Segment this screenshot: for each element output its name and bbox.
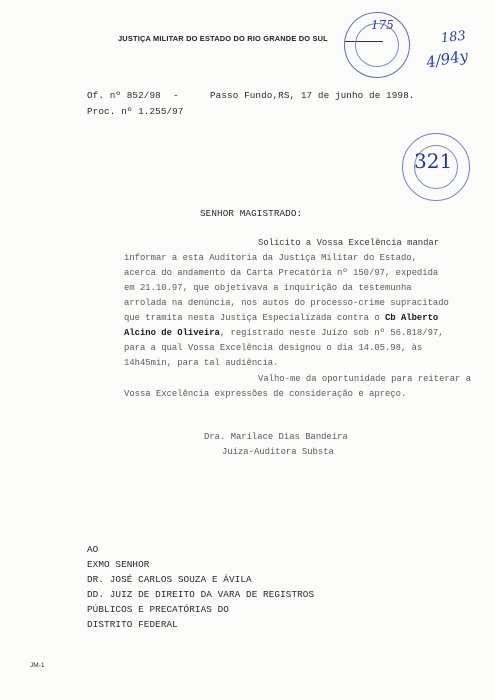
body-line-5: arrolada na denúncia, nos autos do processo-crime supracitado [124,298,449,308]
body-line-4: em 21.10.97, que objetivava a inquirição da testemunha [124,283,412,293]
body-line-6 [124,313,438,323]
handwritten-folio-number: 175 [371,18,394,32]
addressee-line-4: DD. JUIZ DE DIREITO DA VARA DE REGISTROS [87,589,315,600]
body-line-7-text: , registrado neste Juízo sob nº 56.818/97, [219,328,444,338]
defendant-name-last: Alcino de Oliveira [124,328,220,338]
stamp-ring-mark: ····· [361,61,369,69]
salutation: SENHOR MAGISTRADO: [200,208,303,219]
addressee-line-3: DR. JOSÉ CARLOS SOUZA E ÁVILA [87,574,252,585]
addressee-line-6: DISTRITO FEDERAL [87,619,178,630]
handwritten-stamp-number: 321 [414,149,453,173]
process-number: Proc. nº 1.255/97 [87,106,184,117]
body-line-6-text: que tramita nesta Justiça Especializada contra o [124,313,385,323]
form-code: JM-1 [30,662,45,669]
signature-title: Juíza-Auditora Substa [222,447,334,457]
body-line-8: para a qual Vossa Excelência designou o dia 14.05.98, às [124,343,423,353]
defendant-name-first: Cb Alberto [384,313,439,323]
body-line-1: Solicito a Vossa Excelência mandar [258,238,440,248]
addressee-line-2: EXMO SENHOR [87,559,150,570]
addressee-line-1: AO [87,544,99,555]
handwritten-initials: 4/94y [424,46,470,72]
institution-header: JUSTIÇA MILITAR DO ESTADO DO RIO GRANDE DO SUL [118,34,328,43]
body-line-7 [124,328,444,338]
body-line-10: Valho-me da oportunidade para reiterar a [258,374,472,384]
place-and-date: Passo Fundo,RS, 17 de junho de 1998. [210,90,415,101]
office-dash: - [173,90,179,101]
addressee-line-5: PÚBLICOS E PRECATÓRIAS DO [87,604,229,615]
body-line-9: 14h45min, para tal audiência. [124,358,279,368]
signature-name: Dra. Marilace Dias Bandeira [204,432,348,442]
body-line-3: acerca do andamento da Carta Precatória nº 150/97, expedida [124,268,439,278]
body-line-2: informar a esta Auditoria da Justiça Militar do Estado, [124,253,417,263]
office-number: Of. nº 852/98 [87,90,161,101]
handwritten-side-number: 183 [440,28,467,47]
body-line-11: Vossa Excelência expressões de consideração e apreço. [124,389,407,399]
